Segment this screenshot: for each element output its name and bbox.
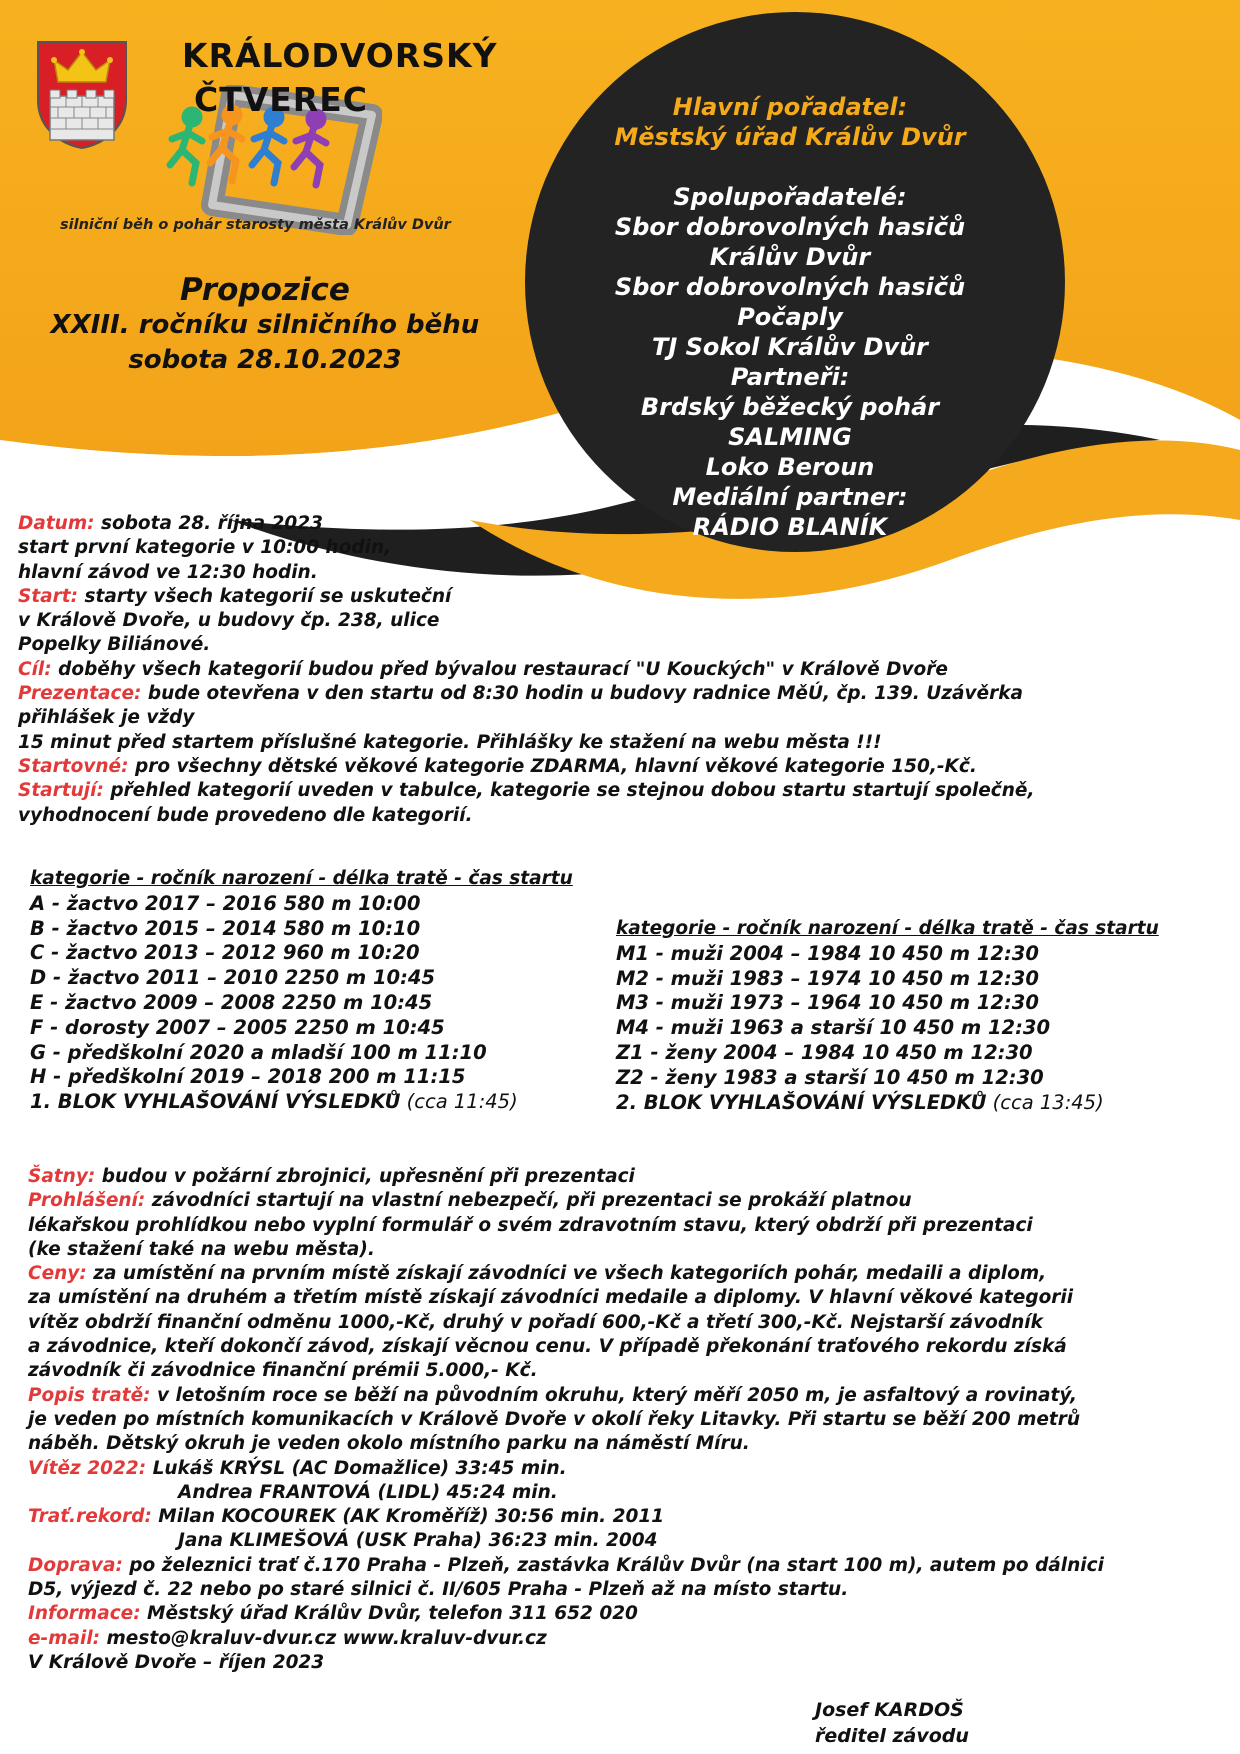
prizes-line: závodník či závodnice finanční prémii 5.000,- Kč. — [28, 1360, 538, 1382]
category-row: Z2 - ženy 1983 a starší 10 450 m 12:30 — [616, 1065, 1044, 1089]
transport-text: po železnici trať č.170 Praha - Plzeň, zastávka Králův Dvůr (na start 100 m), autem po dálnici — [122, 1554, 1104, 1576]
category-row: B - žactvo 2015 – 2014 580 m 10:10 — [30, 916, 421, 940]
co-organizer-line: Sbor dobrovolných hasičů — [614, 273, 966, 301]
co-organizer-line: Počaply — [737, 303, 843, 331]
transport-label: Doprava: — [28, 1554, 123, 1576]
declaration-label: Prohlášení: — [28, 1190, 146, 1212]
results-block-1: 1. BLOK VYHLAŠOVÁNÍ VÝSLEDKŮ — [30, 1090, 401, 1114]
email-text: mesto@kraluv-dvur.cz www.kraluv-dvur.cz — [100, 1627, 547, 1649]
starters-label: Startují: — [18, 780, 104, 802]
co-organizer-line: Sbor dobrovolných hasičů — [614, 213, 966, 241]
signature-block — [815, 1697, 969, 1749]
coat-of-arms-icon — [34, 38, 130, 150]
record-women: Jana KLIMEŠOVÁ (USK Praha) 36:23 min. 2004 — [178, 1530, 658, 1552]
changing-rooms-text: budou v požární zbrojnici, upřesnění při prezentaci — [95, 1166, 635, 1187]
categories-header: kategorie - ročník narození - délka tratě - čas startu — [616, 918, 1159, 939]
registration-line: 15 minut před startem příslušné kategorie. Přihlášky ke stažení na webu města !!! — [18, 731, 882, 753]
director-first-name: Josef — [815, 1699, 875, 1721]
category-row: A - žactvo 2017 – 2016 580 m 10:00 — [30, 891, 421, 915]
race-logo — [22, 30, 522, 233]
race-edition: XXIII. ročníku silničního běhu — [50, 310, 480, 340]
transport-line: D5, výjezd č. 22 nebo po staré silnici č. II/605 Praha - Plzeň až na místo startu. — [28, 1579, 849, 1601]
category-row: H - předškolní 2019 – 2018 200 m 11:15 — [30, 1065, 466, 1089]
page-title: Propozice — [180, 272, 350, 308]
category-row: F - dorosty 2007 – 2005 2250 m 10:45 — [30, 1015, 445, 1039]
info-section — [18, 512, 1035, 828]
email-label: e-mail: — [28, 1627, 101, 1649]
datum-label: Datum: — [18, 513, 95, 534]
director-role: ředitel závodu — [815, 1725, 969, 1747]
category-row: M1 - muži 2004 – 1984 10 450 m 12:30 — [616, 941, 1039, 965]
contact-label: Informace: — [28, 1603, 141, 1625]
entry-fee-text: pro všechny dětské věkové kategorie ZDARMA, hlavní věkové kategorie 150,-Kč. — [128, 755, 977, 777]
co-organizer-line: TJ Sokol Králův Dvůr — [651, 333, 929, 361]
race-date-heading: sobota 28.10.2023 — [128, 345, 402, 375]
partners-label: Partneři: — [730, 363, 850, 391]
start-line: Popelky Biliánové. — [18, 634, 211, 656]
brand-title-line2: ČTVEREC — [194, 80, 368, 119]
registration-text: bude otevřena v den startu od 8:30 hodin u budovy radnice MěÚ, čp. 139. Uzávěrka — [141, 683, 1023, 705]
registration-line: přihlášek je vždy — [18, 707, 195, 729]
finish-text: doběhy všech kategorií budou před bývalou restaurací "U Kouckých" v Králově Dvoře — [51, 658, 948, 680]
results-block-1-time: (cca 11:45) — [400, 1090, 518, 1114]
winner-label: Vítěz 2022: — [28, 1457, 147, 1479]
category-row: E - žactvo 2009 – 2008 2250 m 10:45 — [30, 990, 433, 1014]
declaration-text: závodníci startují na vlastní nebezpečí, při prezentaci se prokáží platnou — [145, 1190, 912, 1212]
winner-men: Lukáš KRÝSL (AC Domažlice) 33:45 min. — [146, 1457, 567, 1479]
winner-women: Andrea FRANTOVÁ (LIDL) 45:24 min. — [178, 1481, 558, 1503]
contact-text: Městský úřad Králův Dvůr, telefon 311 652 020 — [140, 1603, 638, 1625]
category-row: Z1 - ženy 2004 – 1984 10 450 m 12:30 — [616, 1040, 1033, 1064]
datum-line: hlavní závod ve 12:30 hodin. — [18, 561, 318, 583]
record-label: Trať.rekord: — [28, 1506, 152, 1528]
media-partner-name: RÁDIO BLANÍK — [692, 513, 888, 541]
prizes-line: vítěz obdrží finanční odměnu 1000,-Kč, druhý v pořadí 600,-Kč a třetí 300,-Kč. Nejstarší závodník — [28, 1311, 1043, 1333]
closing-line: V Králově Dvoře – říjen 2023 — [28, 1651, 325, 1673]
course-label: Popis tratě: — [28, 1384, 151, 1406]
main-organizer-label: Hlavní pořadatel: — [672, 93, 908, 121]
declaration-line: (ke stažení také na webu města). — [28, 1238, 375, 1260]
prizes-text: za umístění na prvním místě získají závodníci ve všech kategoriích pohár, medaili a diplom, — [86, 1263, 1047, 1285]
category-row: M3 - muži 1973 – 1964 10 450 m 12:30 — [616, 991, 1039, 1015]
prizes-line: a závodnice, kteří dokončí závod, získají věcnou cenu. V případě překonání traťového rekordu získá — [28, 1336, 1067, 1358]
partner-line: Loko Beroun — [705, 453, 875, 481]
co-organizer-line: Králův Dvůr — [709, 243, 871, 271]
category-row: D - žactvo 2011 – 2010 2250 m 10:45 — [30, 966, 436, 990]
start-text: starty všech kategorií se uskuteční — [78, 585, 452, 607]
brand-title-line1: KRÁLODVORSKÝ — [182, 36, 498, 75]
director-last-name: KARDOŠ — [874, 1699, 964, 1721]
prizes-line: za umístění na druhém a třetím místě získají závodníci medaile a diplomy. V hlavní věkové kategorii — [28, 1287, 1074, 1309]
main-organizer-name: Městský úřad Králův Dvůr — [614, 123, 966, 151]
registration-label: Prezentace: — [18, 683, 142, 705]
categories-main — [616, 917, 1159, 1115]
record-men: Milan KOCOUREK (AK Kroměříž) 30:56 min. 2011 — [151, 1506, 665, 1528]
category-row: C - žactvo 2013 – 2012 960 m 10:20 — [30, 941, 420, 965]
entry-fee-label: Startovné: — [18, 755, 129, 777]
category-row: M4 - muži 1963 a starší 10 450 m 12:30 — [616, 1016, 1051, 1040]
start-line: v Králově Dvoře, u budovy čp. 238, ulice — [18, 610, 440, 632]
categories-youth — [30, 867, 573, 1115]
datum-line: start první kategorie v 10:00 hodin, — [18, 537, 392, 559]
course-text: v letošním roce se běží na původním okruhu, který měří 2050 m, je asfaltový a rovinatý, — [150, 1384, 1078, 1406]
starters-text: přehled kategorií uveden v tabulce, kategorie se stejnou dobou startu startují společně, — [103, 780, 1035, 802]
course-line: náběh. Dětský okruh je veden okolo místního parku na náměstí Míru. — [28, 1433, 750, 1455]
results-block-2-time: (cca 13:45) — [986, 1090, 1104, 1114]
partner-line: Brdský běžecký pohár — [640, 393, 940, 421]
course-line: je veden po místních komunikacích v Králově Dvoře v okolí řeky Litavky. Při startu se běží 200 metrů — [28, 1408, 1081, 1430]
datum-text: sobota 28. října 2023 — [94, 513, 324, 534]
logo-subtitle: silniční běh o pohár starosty města Králův Dvůr — [60, 217, 451, 233]
details-section — [28, 1165, 1104, 1675]
changing-rooms-label: Šatny: — [28, 1166, 96, 1187]
category-row: G - předškolní 2020 a mladší 100 m 11:10 — [30, 1040, 487, 1064]
declaration-line: lékařskou prohlídkou nebo vyplní formulář o svém zdravotním stavu, který obdrží při prezentaci — [28, 1214, 1033, 1236]
prizes-label: Ceny: — [28, 1263, 87, 1285]
categories-header: kategorie - ročník narození - délka tratě - čas startu — [30, 868, 573, 889]
co-organizers-label: Spolupořadatelé: — [673, 183, 907, 211]
partner-line: SALMING — [728, 423, 852, 451]
results-block-2: 2. BLOK VYHLAŠOVÁNÍ VÝSLEDKŮ — [616, 1090, 987, 1114]
start-label: Start: — [18, 585, 79, 607]
category-row: M2 - muži 1983 – 1974 10 450 m 12:30 — [616, 966, 1039, 990]
finish-label: Cíl: — [18, 658, 52, 680]
media-partner-label: Mediální partner: — [672, 483, 908, 511]
starters-line: vyhodnocení bude provedeno dle kategorií. — [18, 804, 473, 826]
